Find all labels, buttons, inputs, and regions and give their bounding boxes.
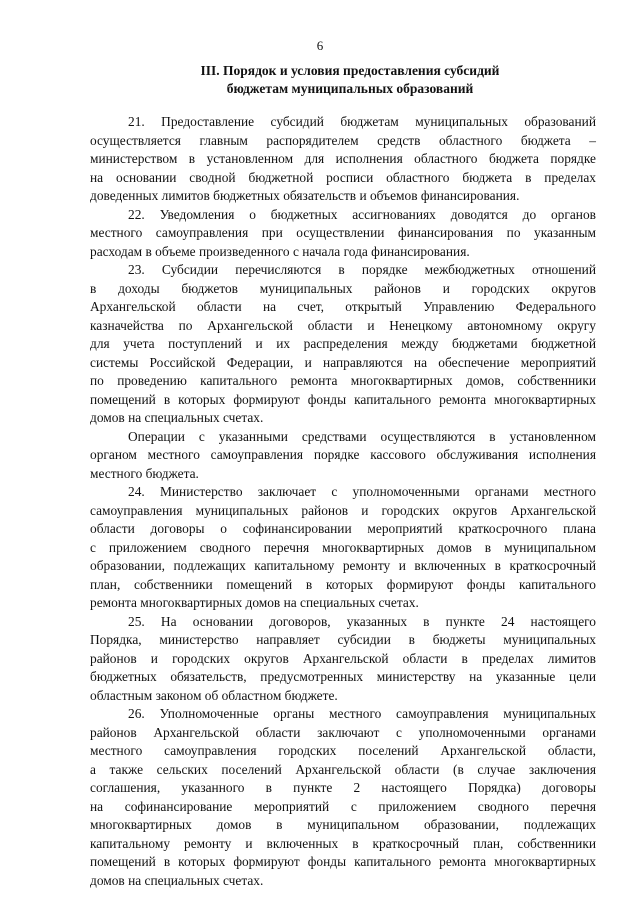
paragraph-line: Архангельской области на счет, открытый Управлению Федерального xyxy=(90,299,596,314)
paragraph-line: по проведению капитального ремонта многоквартирных домов, собственники xyxy=(90,373,596,388)
paragraph-line: домов на специальных счетах. xyxy=(90,410,264,425)
paragraph-line: расходам в объеме произведенного с начала года финансирования. xyxy=(90,243,470,259)
paragraph-line: Порядка, министерство направляет субсидии в бюджеты муниципальных xyxy=(90,632,596,647)
paragraph-line: области договоры о софинансировании мероприятий краткосрочного плана xyxy=(90,521,596,536)
paragraph xyxy=(90,206,596,262)
paragraph-line: 24. Министерство заключает с уполномоченными органами местного xyxy=(128,484,596,499)
paragraph-line: а также сельских поселений Архангельской области (в случае заключения xyxy=(90,761,596,777)
section-heading-line: бюджетам муниципальных образований xyxy=(226,81,474,96)
paragraph-line: местного самоуправления городских поселений Архангельской области, xyxy=(90,743,596,758)
paragraph-line: министерством в установленном для исполнения областного бюджета порядке xyxy=(90,151,596,166)
paragraph-line: с приложением сводного перечня многоквартирных домов в муниципальном xyxy=(90,539,596,555)
paragraph-line: домов на специальных счетах. xyxy=(90,872,264,888)
paragraph xyxy=(90,705,596,890)
paragraph-line: органом местного самоуправления порядке кассового обслуживания исполнения xyxy=(90,447,596,462)
paragraph-line: Операции с указанными средствами осуществляются в установленном xyxy=(128,428,596,444)
paragraph-line: областным законом об областном бюджете. xyxy=(90,687,338,703)
paragraph-line: самоуправления муниципальных районов и городских округов Архангельской xyxy=(90,502,596,518)
document-body xyxy=(90,113,596,890)
section-heading-line: III. Порядок и условия предоставления субсидий xyxy=(200,63,500,78)
paragraph-line: на основании сводной бюджетной росписи областного бюджета в пределах xyxy=(90,169,596,185)
paragraph-line: системы Российской Федерации, и направляются на обеспечение мероприятий xyxy=(90,354,596,370)
paragraph-line: 26. Уполномоченные органы местного самоуправления муниципальных xyxy=(128,706,596,721)
paragraph xyxy=(90,483,596,613)
paragraph-line: капитальному ремонту и включенных в краткосрочный план, собственники xyxy=(90,835,596,851)
paragraph-line: в доходы бюджетов муниципальных районов и городских округов xyxy=(90,280,596,296)
paragraph-line: осуществляется главным распорядителем средств областного бюджета – xyxy=(90,132,596,148)
paragraph-line: 22. Уведомления о бюджетных ассигнованиях доводятся до органов xyxy=(128,206,596,222)
paragraph xyxy=(90,261,596,428)
page-number: 6 xyxy=(316,38,324,53)
paragraph-line: для учета поступлений и их распределения между бюджетами бюджетной xyxy=(90,336,596,351)
paragraph xyxy=(90,428,596,484)
paragraph-line: образовании, подлежащих капитальному ремонту и включенных в краткосрочный xyxy=(90,558,596,573)
paragraph-line: план, собственники помещений в которых формируют фонды капитального xyxy=(90,576,596,592)
paragraph-line: помещений в которых формируют фонды капитального ремонта многоквартирных xyxy=(90,854,596,869)
section-heading xyxy=(90,62,610,98)
paragraph-line: помещений в которых формируют фонды капитального ремонта многоквартирных xyxy=(90,391,596,407)
paragraph-line: 21. Предоставление субсидий бюджетам муниципальных образований xyxy=(128,114,596,129)
paragraph-line: 25. На основании договоров, указанных в пункте 24 настоящего xyxy=(128,613,596,629)
paragraph-line: на софинансирование мероприятий с приложением сводного перечня xyxy=(90,798,596,814)
paragraph-line: районов Архангельской области заключают с уполномоченными органами xyxy=(90,724,596,740)
paragraph-line: казначейства по Архангельской области и Ненецкому автономному округу xyxy=(90,317,596,333)
paragraph-line: 23. Субсидии перечисляются в порядке межбюджетных отношений xyxy=(128,262,596,277)
paragraph xyxy=(90,113,596,206)
paragraph-line: ремонта многоквартирных домов на специальных счетах. xyxy=(90,595,419,610)
paragraph-line: доведенных лимитов бюджетных обязательств и объемов финансирования. xyxy=(90,188,520,203)
paragraph-line: местного бюджета. xyxy=(90,465,199,481)
paragraph xyxy=(90,613,596,706)
paragraph-line: бюджетных обязательств, предусмотренных министерству на указанные цели xyxy=(90,669,596,684)
paragraph-line: многоквартирных домов в муниципальном образовании, подлежащих xyxy=(90,817,596,832)
paragraph-line: соглашения, указанного в пункте 2 настоящего Порядка) договоры xyxy=(90,780,596,795)
paragraph-line: местного самоуправления при осуществлении финансирования по указанным xyxy=(90,225,596,240)
paragraph-line: районов и городских округов Архангельской области в пределах лимитов xyxy=(90,650,596,666)
